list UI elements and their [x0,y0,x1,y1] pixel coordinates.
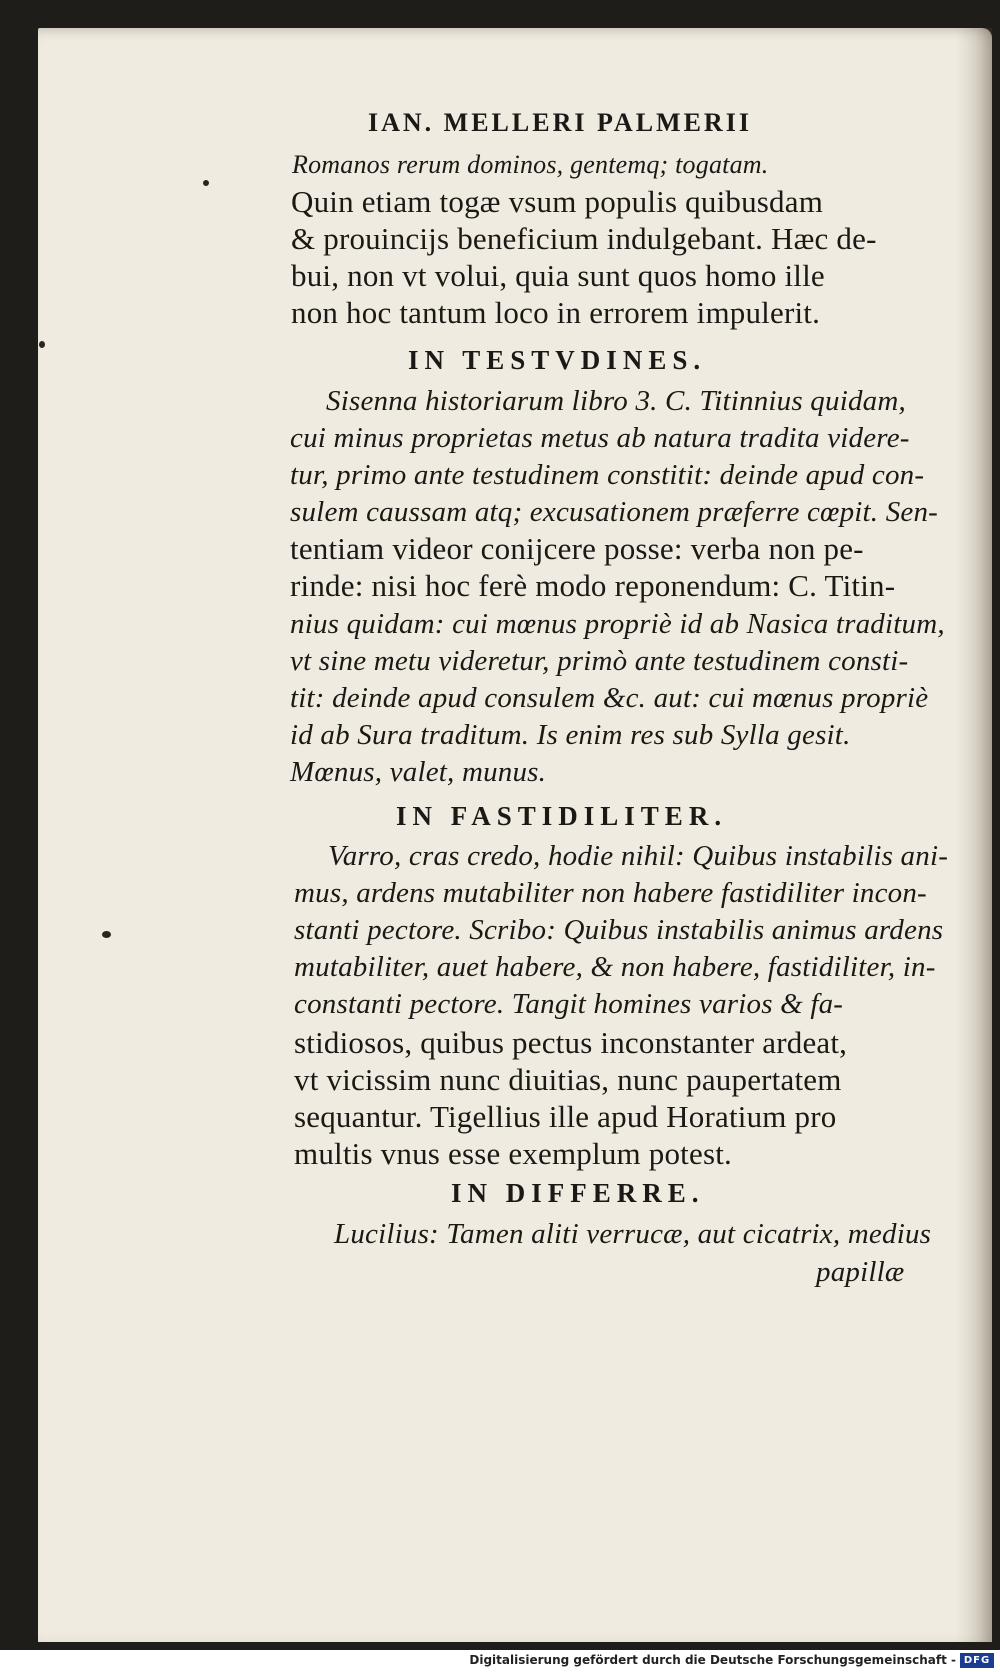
text-line: Quin etiam togæ vsum populis quibusdam [291,184,824,219]
text-line: nius quidam: cui mœnus propriè id ab Nasica traditum, [290,608,945,640]
text-line: Varro, cras credo, hodie nihil: Quibus instabilis ani- [328,840,949,872]
text-line: mutabiliter, auet habere, & non habere, fastidiliter, in- [294,951,936,983]
text-line: tit: deinde apud consulem &c. aut: cui mœnus propriè [290,682,929,714]
text-line: stidiosos, quibus pectus inconstanter ardeat, [294,1025,848,1060]
ink-spot [102,931,111,938]
text-line: sequantur. Tigellius ille apud Horatium pro [294,1099,837,1134]
text-line: bui, non vt volui, quia sunt quos homo ille [291,258,825,293]
text-line: mus, ardens mutabiliter non habere fastidiliter incon- [294,877,927,909]
text-line: Sisenna historiarum libro 3. C. Titinnius quidam, [326,385,906,417]
running-head: IAN. MELLERI PALMERII [368,108,752,137]
text-line: rinde: nisi hoc ferè modo reponendum: C. Titin- [290,568,896,603]
text-line: Mœnus, valet, munus. [290,756,547,788]
section-heading: IN FASTIDILITER. [396,801,728,831]
section-heading: IN TESTVDINES. [408,345,707,375]
text-line: Romanos rerum dominos, gentemq; togatam. [292,150,769,179]
text-line: id ab Sura traditum. Is enim res sub Sylla gesit. [290,719,851,751]
text-line: constanti pectore. Tangit homines varios & fa- [294,988,844,1020]
text-line: stanti pectore. Scribo: Quibus instabilis animus ardens [294,914,944,946]
text-line: vt sine metu videretur, primò ante testudinem consti- [290,645,909,677]
book-page [38,28,992,1642]
funding-credit: Digitalisierung gefördert durch die Deutsche Forschungsgemeinschaft - [469,1653,956,1667]
text-line: multis vnus esse exemplum potest. [294,1136,732,1171]
text-line: Lucilius: Tamen aliti verrucæ, aut cicatrix, medius [334,1218,932,1250]
text-line: tentiam videor conijcere posse: verba non pe- [290,531,864,566]
dfg-logo: DFG [960,1653,994,1668]
catchword: papillæ [816,1256,905,1288]
text-line: non hoc tantum loco in errorem impulerit. [291,295,821,330]
text-line: tur, primo ante testudinem constitit: deinde apud con- [290,459,925,491]
section-heading: IN DIFFERRE. [451,1178,705,1208]
text-line: cui minus proprietas metus ab natura tradita videre- [290,422,910,454]
footer-bar [0,1650,1000,1672]
ink-spot [39,341,45,348]
text-line: vt vicissim nunc diuitias, nunc paupertatem [294,1062,842,1097]
text-line: sulem caussam atq; excusationem præferre cœpit. Sen- [290,496,939,528]
spine-shadow [956,28,992,1642]
text-line: & prouincijs beneficium indulgebant. Hæc de- [291,221,877,256]
ink-spot [203,180,209,186]
